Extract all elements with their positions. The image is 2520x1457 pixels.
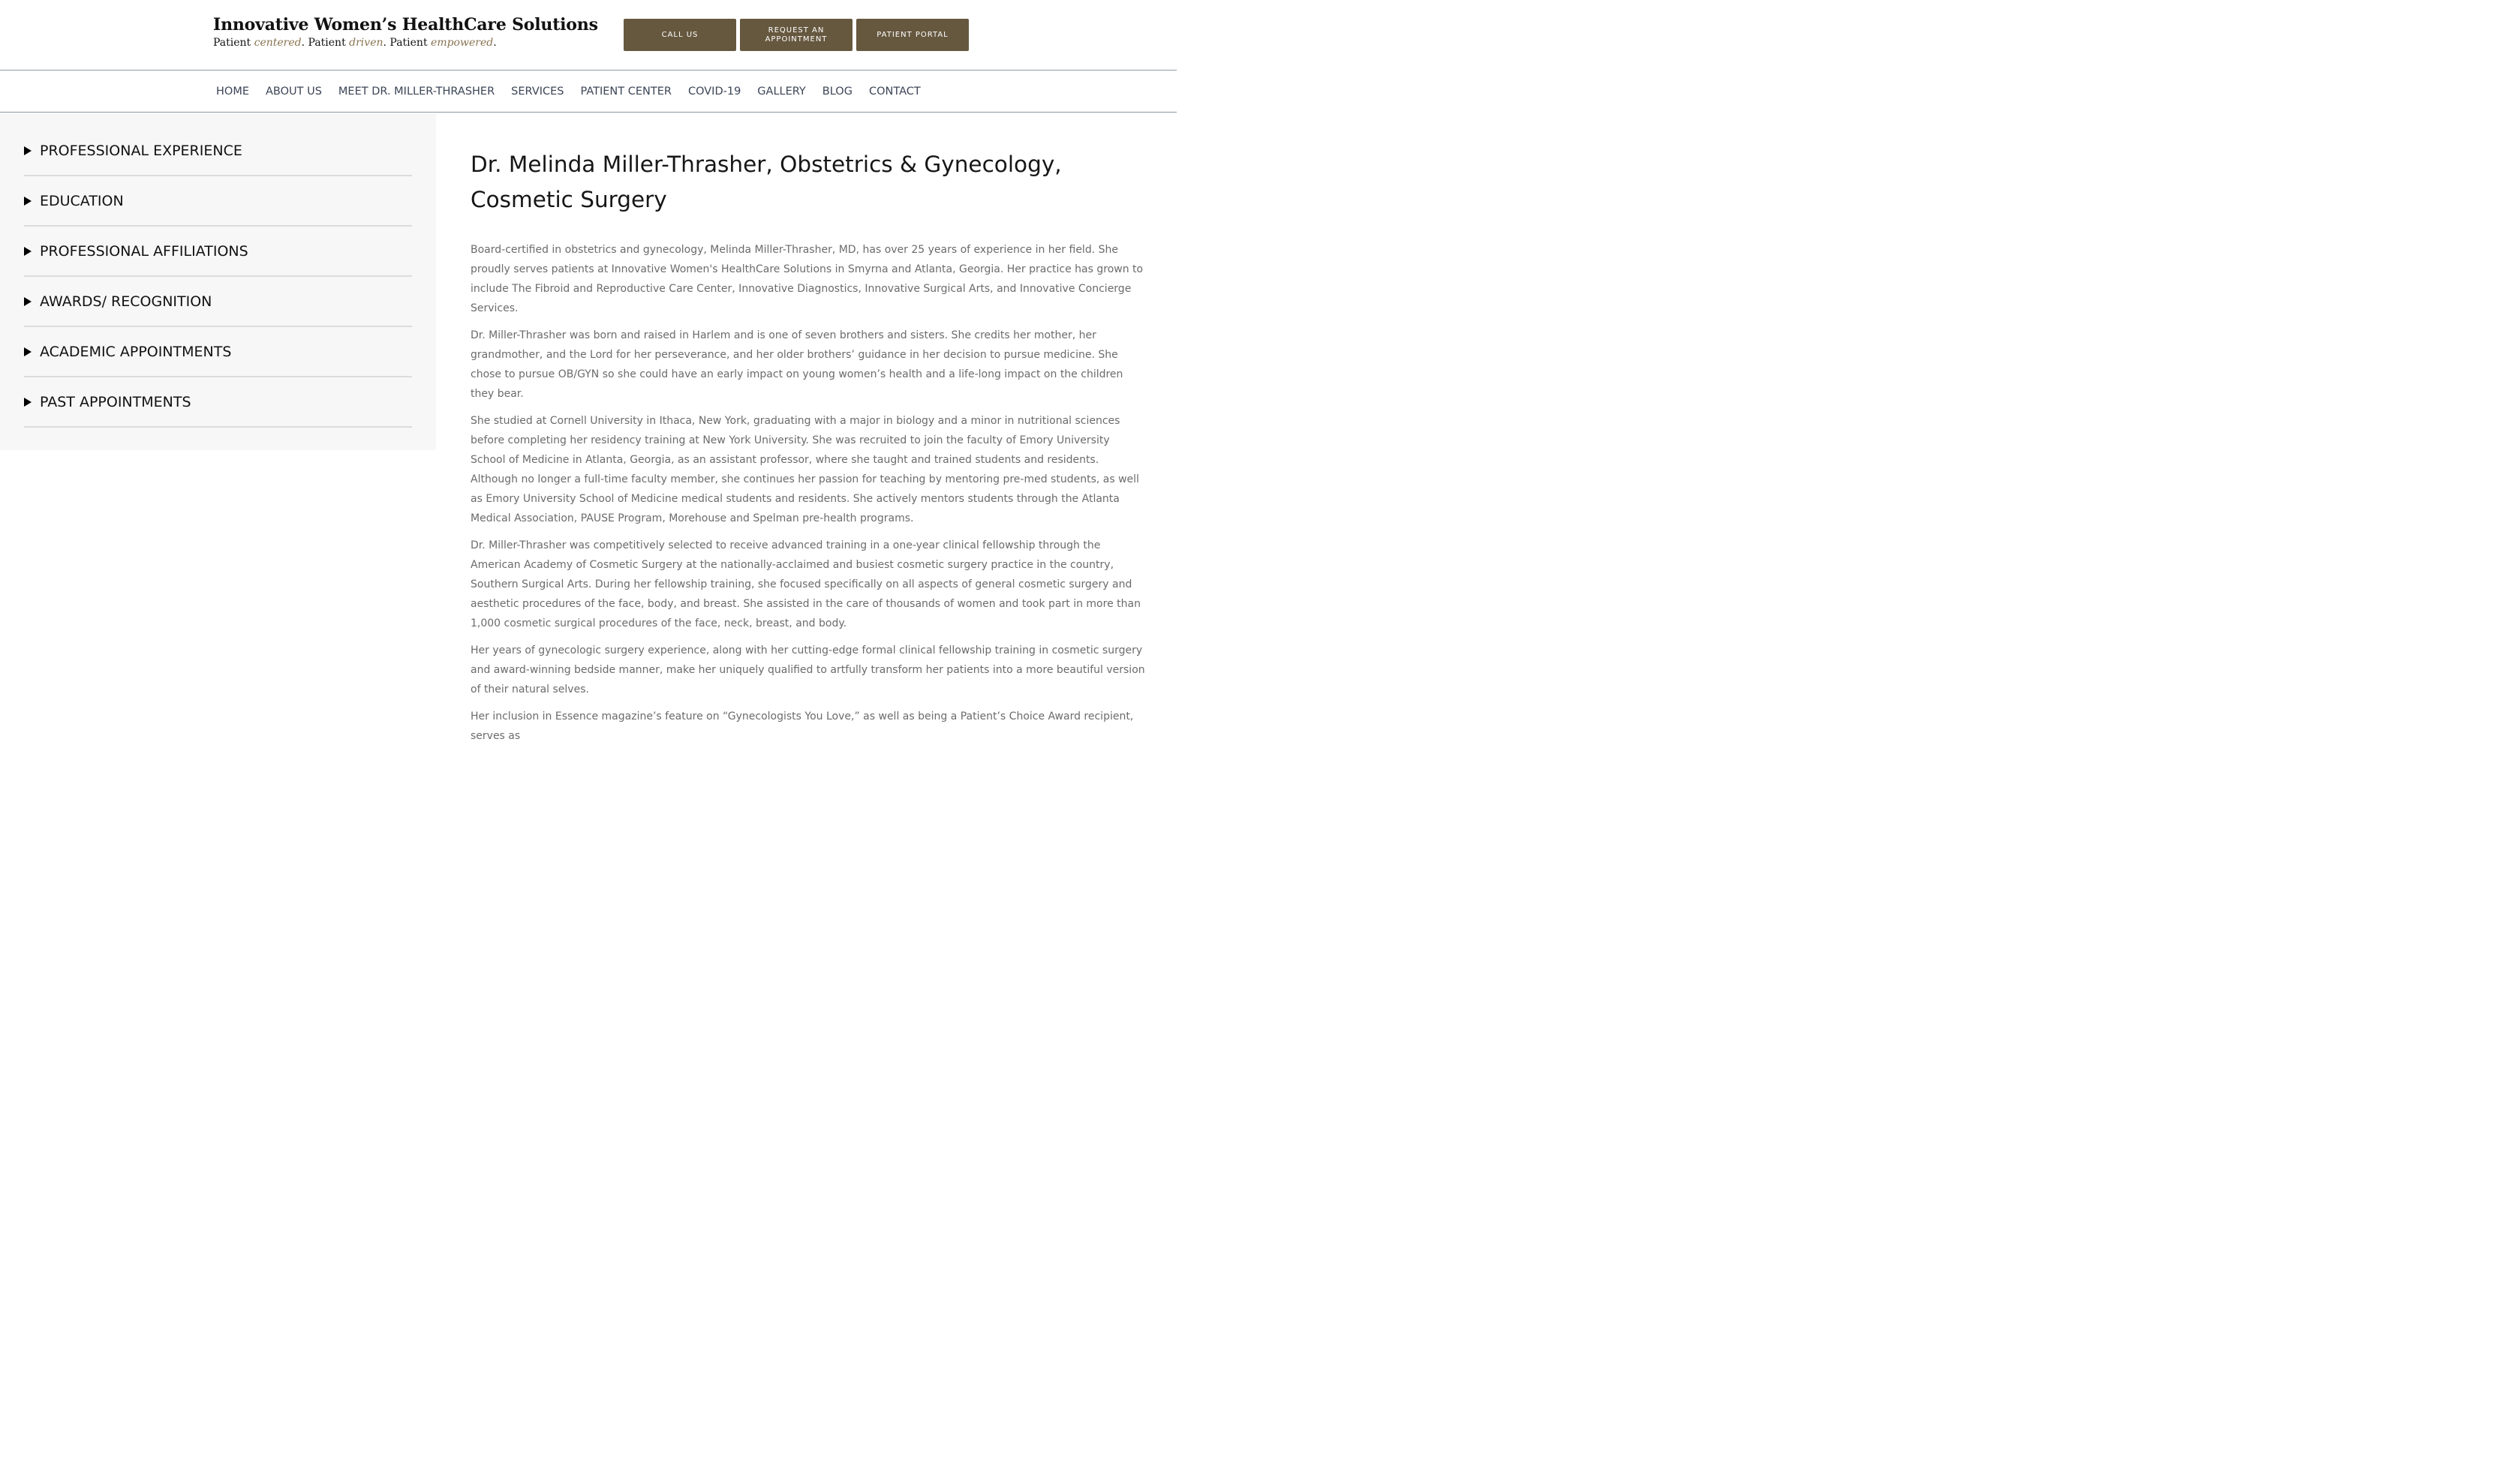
nav-item-about-us[interactable]: ABOUT US	[266, 86, 322, 98]
page-title: Dr. Melinda Miller-Thrasher, Obstetrics & Gynecology, Cosmetic Surgery	[471, 152, 1062, 212]
accordion-item-past-appointments[interactable]	[24, 377, 412, 428]
tagline-dot: .	[301, 37, 305, 49]
tagline-dot: .	[493, 37, 497, 49]
bio-paragraph: Her inclusion in Essence magazine’s feature on “Gynecologists You Love,” as well as being a Patient’s Choice Award recipient, serves as	[471, 710, 1134, 742]
accordion-item-professional-affiliations[interactable]	[24, 227, 412, 277]
call-us-button[interactable]: CALL US	[624, 19, 736, 51]
bio-text	[471, 240, 1146, 746]
tagline-dot: .	[383, 37, 386, 49]
brand-name[interactable]: Innovative Women’s HealthCare Solutions	[213, 15, 598, 35]
tagline-accent: centered	[254, 37, 302, 49]
expand-triangle-icon	[24, 146, 32, 155]
nav-item-meet-doctor[interactable]: MEET DR. MILLER-THRASHER	[338, 86, 495, 98]
expand-triangle-icon	[24, 297, 32, 306]
nav-item-covid-19[interactable]: COVID-19	[687, 86, 741, 98]
tagline-accent: empowered	[431, 37, 494, 49]
accordion-label: PROFESSIONAL AFFILIATIONS	[40, 243, 248, 260]
expand-triangle-icon	[24, 347, 32, 356]
accordion-item-awards-recognition[interactable]	[24, 277, 412, 327]
expand-triangle-icon	[24, 197, 32, 206]
brand-tagline	[213, 37, 598, 49]
accordion-label: PROFESSIONAL EXPERIENCE	[40, 143, 242, 159]
accordion-label: ACADEMIC APPOINTMENTS	[40, 344, 232, 360]
nav-item-gallery[interactable]: GALLERY	[757, 86, 806, 98]
bio-paragraph: Her years of gynecologic surgery experience, along with her cutting-edge formal clinical fellowship training in cosmetic surgery and award-winning bedside manner, make her uniquely qualified to artfully transform her patients into a more beautiful version of their natural selves.	[471, 644, 1145, 695]
patient-portal-button[interactable]: PATIENT PORTAL	[856, 19, 969, 51]
accordion-item-academic-appointments[interactable]	[24, 327, 412, 377]
bio-paragraph: She studied at Cornell University in Ithaca, New York, graduating with a major in biology and a minor in nutritional sciences before completing her residency training at New York University. She was recruited to join the faculty of Emory University School of Medicine in Atlanta, Georgia, as an assistant professor, where she taught and trained students and residents. Although no longer a full-time faculty member, she continues her passion for teaching by mentoring pre-med students, as well as Emory University School of Medicine medical students and residents. She actively mentors students through the Atlanta Medical Association, PAUSE Program, Morehouse and Spelman pre-health programs.	[471, 415, 1139, 524]
header-buttons	[624, 19, 969, 51]
nav-item-services[interactable]: SERVICES	[511, 86, 564, 98]
nav-items	[216, 71, 937, 112]
expand-triangle-icon	[24, 247, 32, 256]
nav-item-blog[interactable]: BLOG	[822, 86, 853, 98]
nav-item-home[interactable]: HOME	[216, 86, 249, 98]
nav-item-patient-center[interactable]: PATIENT CENTER	[580, 86, 672, 98]
bio-paragraph: Dr. Miller-Thrasher was born and raised in Harlem and is one of seven brothers and sisters. She credits her mother, her grandmother, and the Lord for her perseverance, and her older brothers’ guidance in her decision to pursue medicine. She chose to pursue OB/GYN so she could have an early impact on young women’s health and a life-long impact on the children they bear.	[471, 329, 1123, 400]
accordion-label: AWARDS/ RECOGNITION	[40, 293, 212, 310]
nav-item-contact[interactable]: CONTACT	[868, 86, 921, 98]
expand-triangle-icon	[24, 398, 32, 407]
bio-paragraph: Board-certified in obstetrics and gynecology, Melinda Miller-Thrasher, MD, has over 25 years of experience in her field. She proudly serves patients at Innovative Women's HealthCare Solutions in Smyrna and Atlanta, Georgia. Her practice has grown to include The Fibroid and Reproductive Care Center, Innovative Diagnostics, Innovative Surgical Arts, and Innovative Concierge Services.	[471, 244, 1144, 314]
site-header	[0, 0, 1177, 71]
main-nav	[0, 71, 1177, 113]
accordion-item-professional-experience[interactable]	[24, 126, 412, 176]
tagline-word: Patient	[389, 37, 428, 49]
bio-paragraph: Dr. Miller-Thrasher was competitively selected to receive advanced training in a one-year clinical fellowship through the American Academy of Cosmetic Surgery at the nationally-acclaimed and busiest cosmetic surgery practice in the country, Southern Surgical Arts. During her fellowship training, she focused specifically on all aspects of general cosmetic surgery and aesthetic procedures of the face, body, and breast. She assisted in the care of thousands of women and took part in more than 1,000 cosmetic surgical procedures of the face, neck, breast, and body.	[471, 539, 1141, 629]
sidebar-accordion	[0, 113, 436, 450]
accordion-item-education[interactable]	[24, 176, 412, 227]
main-content	[471, 147, 1146, 753]
tagline-word: Patient	[308, 37, 346, 49]
tagline-accent: driven	[349, 37, 383, 49]
accordion-label: PAST APPOINTMENTS	[40, 394, 191, 410]
request-appointment-button[interactable]: REQUEST AN APPOINTMENT	[740, 19, 853, 51]
tagline-word: Patient	[213, 37, 251, 49]
accordion-label: EDUCATION	[40, 193, 124, 209]
brand[interactable]	[213, 15, 598, 49]
